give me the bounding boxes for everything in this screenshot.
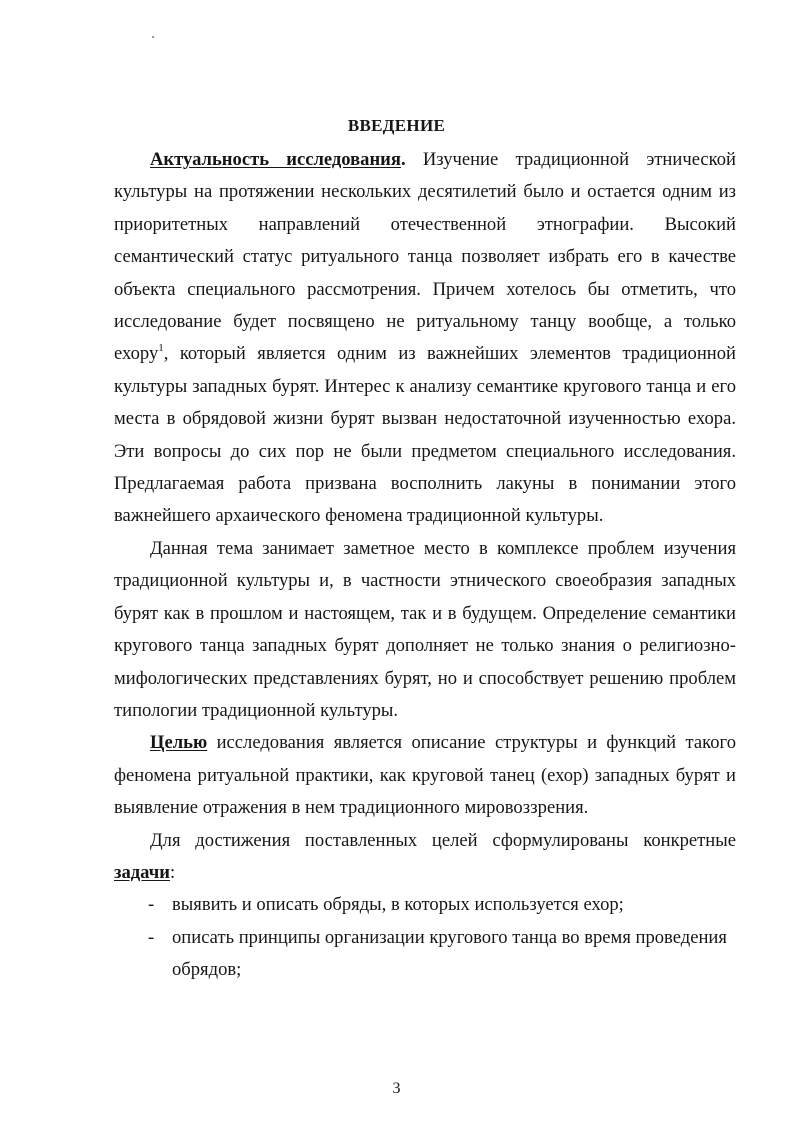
list-dash: -	[148, 926, 155, 948]
page-number: 3	[392, 1080, 401, 1097]
relevance-label: Актуальность исследования	[150, 149, 401, 170]
list-item-text: описать принципы организации кругового танца во время проведения обрядов;	[172, 926, 727, 981]
tasks-intro-text: Для достижения поставленных целей сформулированы конкретные	[150, 829, 736, 851]
relevance-text-part1: Изучение традиционной этнической культуры на протяжении нескольких десятилетий было и остается одним из приоритетных направлений отечественной этнографии. Высокий семантический статус ритуального танца позволяет избрать его в качестве объекта специального рассмотрения. Причем хотелось бы отметить, что исследование будет посвящено не ритуальному танцу вообще, а только ехору	[114, 149, 736, 365]
page-title: ВВЕДЕНИЕ	[347, 116, 446, 135]
theme-paragraph: Данная тема занимает заметное место в комплексе проблем изучения традиционной культуры и, в частности этнического своеобразия западных бурят как в прошлом и настоящем, так и в будущем. Определение семантики кругового танца западных бурят дополняет не только знания о религиозно-мифологических представлениях бурят, но и способствует решению проблем типологии традиционной культуры.	[114, 537, 736, 721]
goal-text: исследования является описание структуры и функций такого феномена ритуальной практики, как круговой танец (ехор) западных бурят и выявление отражения в нем традиционного мировоззрения.	[114, 732, 736, 819]
list-item-text: выявить и описать обряды, в которых используется ехор;	[172, 894, 624, 916]
scan-speck	[152, 36, 154, 38]
tasks-list	[114, 889, 736, 986]
footnote-marker: 1	[158, 342, 164, 355]
body-text	[114, 144, 736, 987]
relevance-label-period: .	[400, 149, 406, 170]
list-item	[114, 889, 736, 921]
list-item	[114, 922, 736, 987]
list-dash: -	[148, 894, 155, 916]
goal-label: Целью	[150, 732, 208, 754]
relevance-paragraph	[114, 144, 736, 533]
tasks-intro-paragraph	[114, 825, 736, 890]
relevance-text-part2: , который является одним из важнейших элементов традиционной культуры западных бурят. Интерес к анализу семантике кругового танца и его места в обрядовой жизни бурят вызван недостаточной изученностью ехора. Эти вопросы до сих пор не были предметом специального исследования. Предлагаемая работа призвана восполнить лакуны в понимании этого важнейшего архаического феномена традиционной культуры.	[114, 343, 736, 527]
tasks-intro-colon: :	[169, 861, 176, 883]
tasks-label: задачи	[114, 861, 170, 883]
goal-paragraph	[114, 727, 736, 824]
